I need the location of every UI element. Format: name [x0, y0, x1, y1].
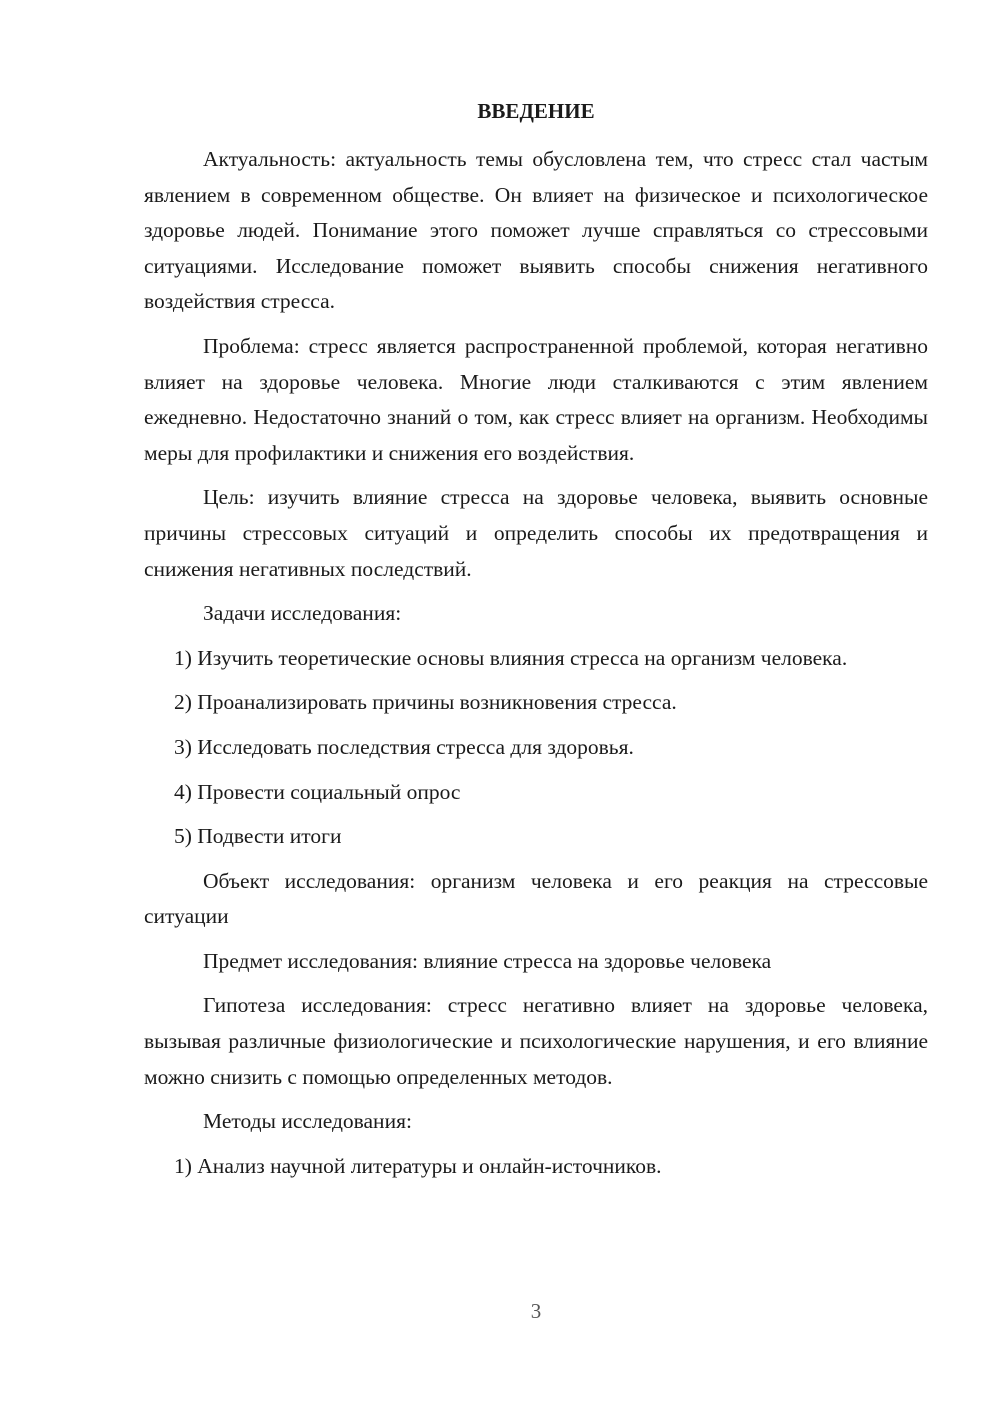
tasks-heading: Задачи исследования: — [203, 601, 402, 626]
task-item-3: 3) Исследовать последствия стресса для здоровья. — [174, 734, 634, 759]
paragraph-hypothesis: Гипотеза исследования: стресс негативно влияет на здоровье человека, вызывая различные физиологические и психологические нарушения, и его влияние можно снизить с помощью определенных методов. — [144, 993, 928, 1089]
paragraph-relevance: Актуальность: актуальность темы обусловлена тем, что стресс стал частым явлением в современном обществе. Он влияет на физическое и психологическое здоровье людей. Понимание этого поможет лучше справляться со стрессовыми ситуациями. Исследование поможет выявить способы снижения негативного воздействия стресса. — [144, 147, 928, 314]
section-title: ВВЕДЕНИЕ — [477, 99, 595, 123]
page-number: 3 — [530, 1299, 542, 1323]
paragraph-object: Объект исследования: организм человека и его реакция на стрессовые ситуации — [144, 868, 928, 929]
task-item-1: 1) Изучить теоретические основы влияния стресса на организм человека. — [174, 645, 848, 670]
task-item-5: 5) Подвести итоги — [174, 824, 342, 849]
paragraph-problem: Проблема: стресс является распространенной проблемой, которая негативно влияет на здоровье человека. Многие люди сталкиваются с этим явлением ежедневно. Недостаточно знаний о том, как стресс влияет на организм. Необходимы меры для профилактики и снижения его воздействия. — [144, 333, 928, 465]
methods-heading: Методы исследования: — [203, 1109, 412, 1134]
method-item-1: 1) Анализ научной литературы и онлайн-источников. — [174, 1153, 662, 1178]
paragraph-subject: Предмет исследования: влияние стресса на здоровье человека — [203, 948, 772, 973]
paragraph-goal: Цель: изучить влияние стресса на здоровье человека, выявить основные причины стрессовых ситуаций и определить способы их предотвращения и снижения негативных последствий. — [144, 485, 928, 581]
task-item-4: 4) Провести социальный опрос — [174, 779, 461, 804]
task-item-2: 2) Проанализировать причины возникновения стресса. — [174, 690, 677, 715]
document-body — [144, 142, 928, 1193]
